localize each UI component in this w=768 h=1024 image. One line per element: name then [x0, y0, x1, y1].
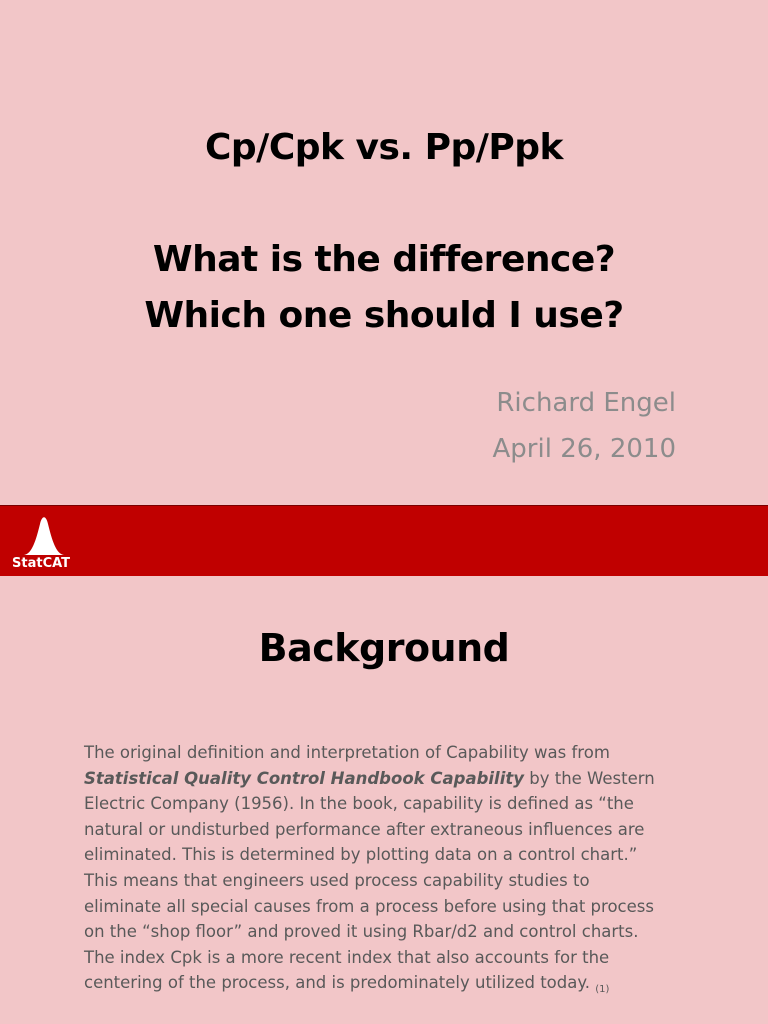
slide-subtitle: [0, 232, 768, 344]
bell-curve-icon: [22, 510, 66, 556]
subtitle-line-1: What is the difference?: [152, 239, 616, 280]
subtitle-line-2: Which one should I use?: [144, 295, 624, 336]
background-paragraph: [84, 740, 664, 1003]
presentation-date: April 26, 2010: [492, 434, 676, 464]
background-slide: [0, 576, 768, 1024]
book-reference: Statistical Quality Control Handbook Capability: [84, 768, 524, 788]
statcat-logo: [10, 510, 82, 574]
slide-title: Cp/Cpk vs. Pp/Ppk: [204, 127, 563, 168]
title-slide: [0, 0, 768, 505]
paragraph-body: by the Western Electric Company (1956). In the book, capability is defined as “the natural or undisturbed performance after extraneous influences are eliminated. This is determined by plotting data on a control chart.” This means that engineers used process capability studies to eliminate all special causes from a process before using that process on the “shop floor” and proved it using Rbar/d2 and control charts. The index Cpk is a more recent index that also accounts for the centering of the process, and is predominately utilized today.: [84, 768, 655, 993]
background-heading: Background: [258, 626, 510, 670]
logo-text: StatCAT: [12, 556, 71, 571]
citation-marker: (1): [595, 984, 610, 996]
paragraph-intro: The original definition and interpretation of Capability was from: [84, 743, 610, 762]
author-name: Richard Engel: [496, 388, 676, 418]
brand-band: [0, 505, 768, 577]
